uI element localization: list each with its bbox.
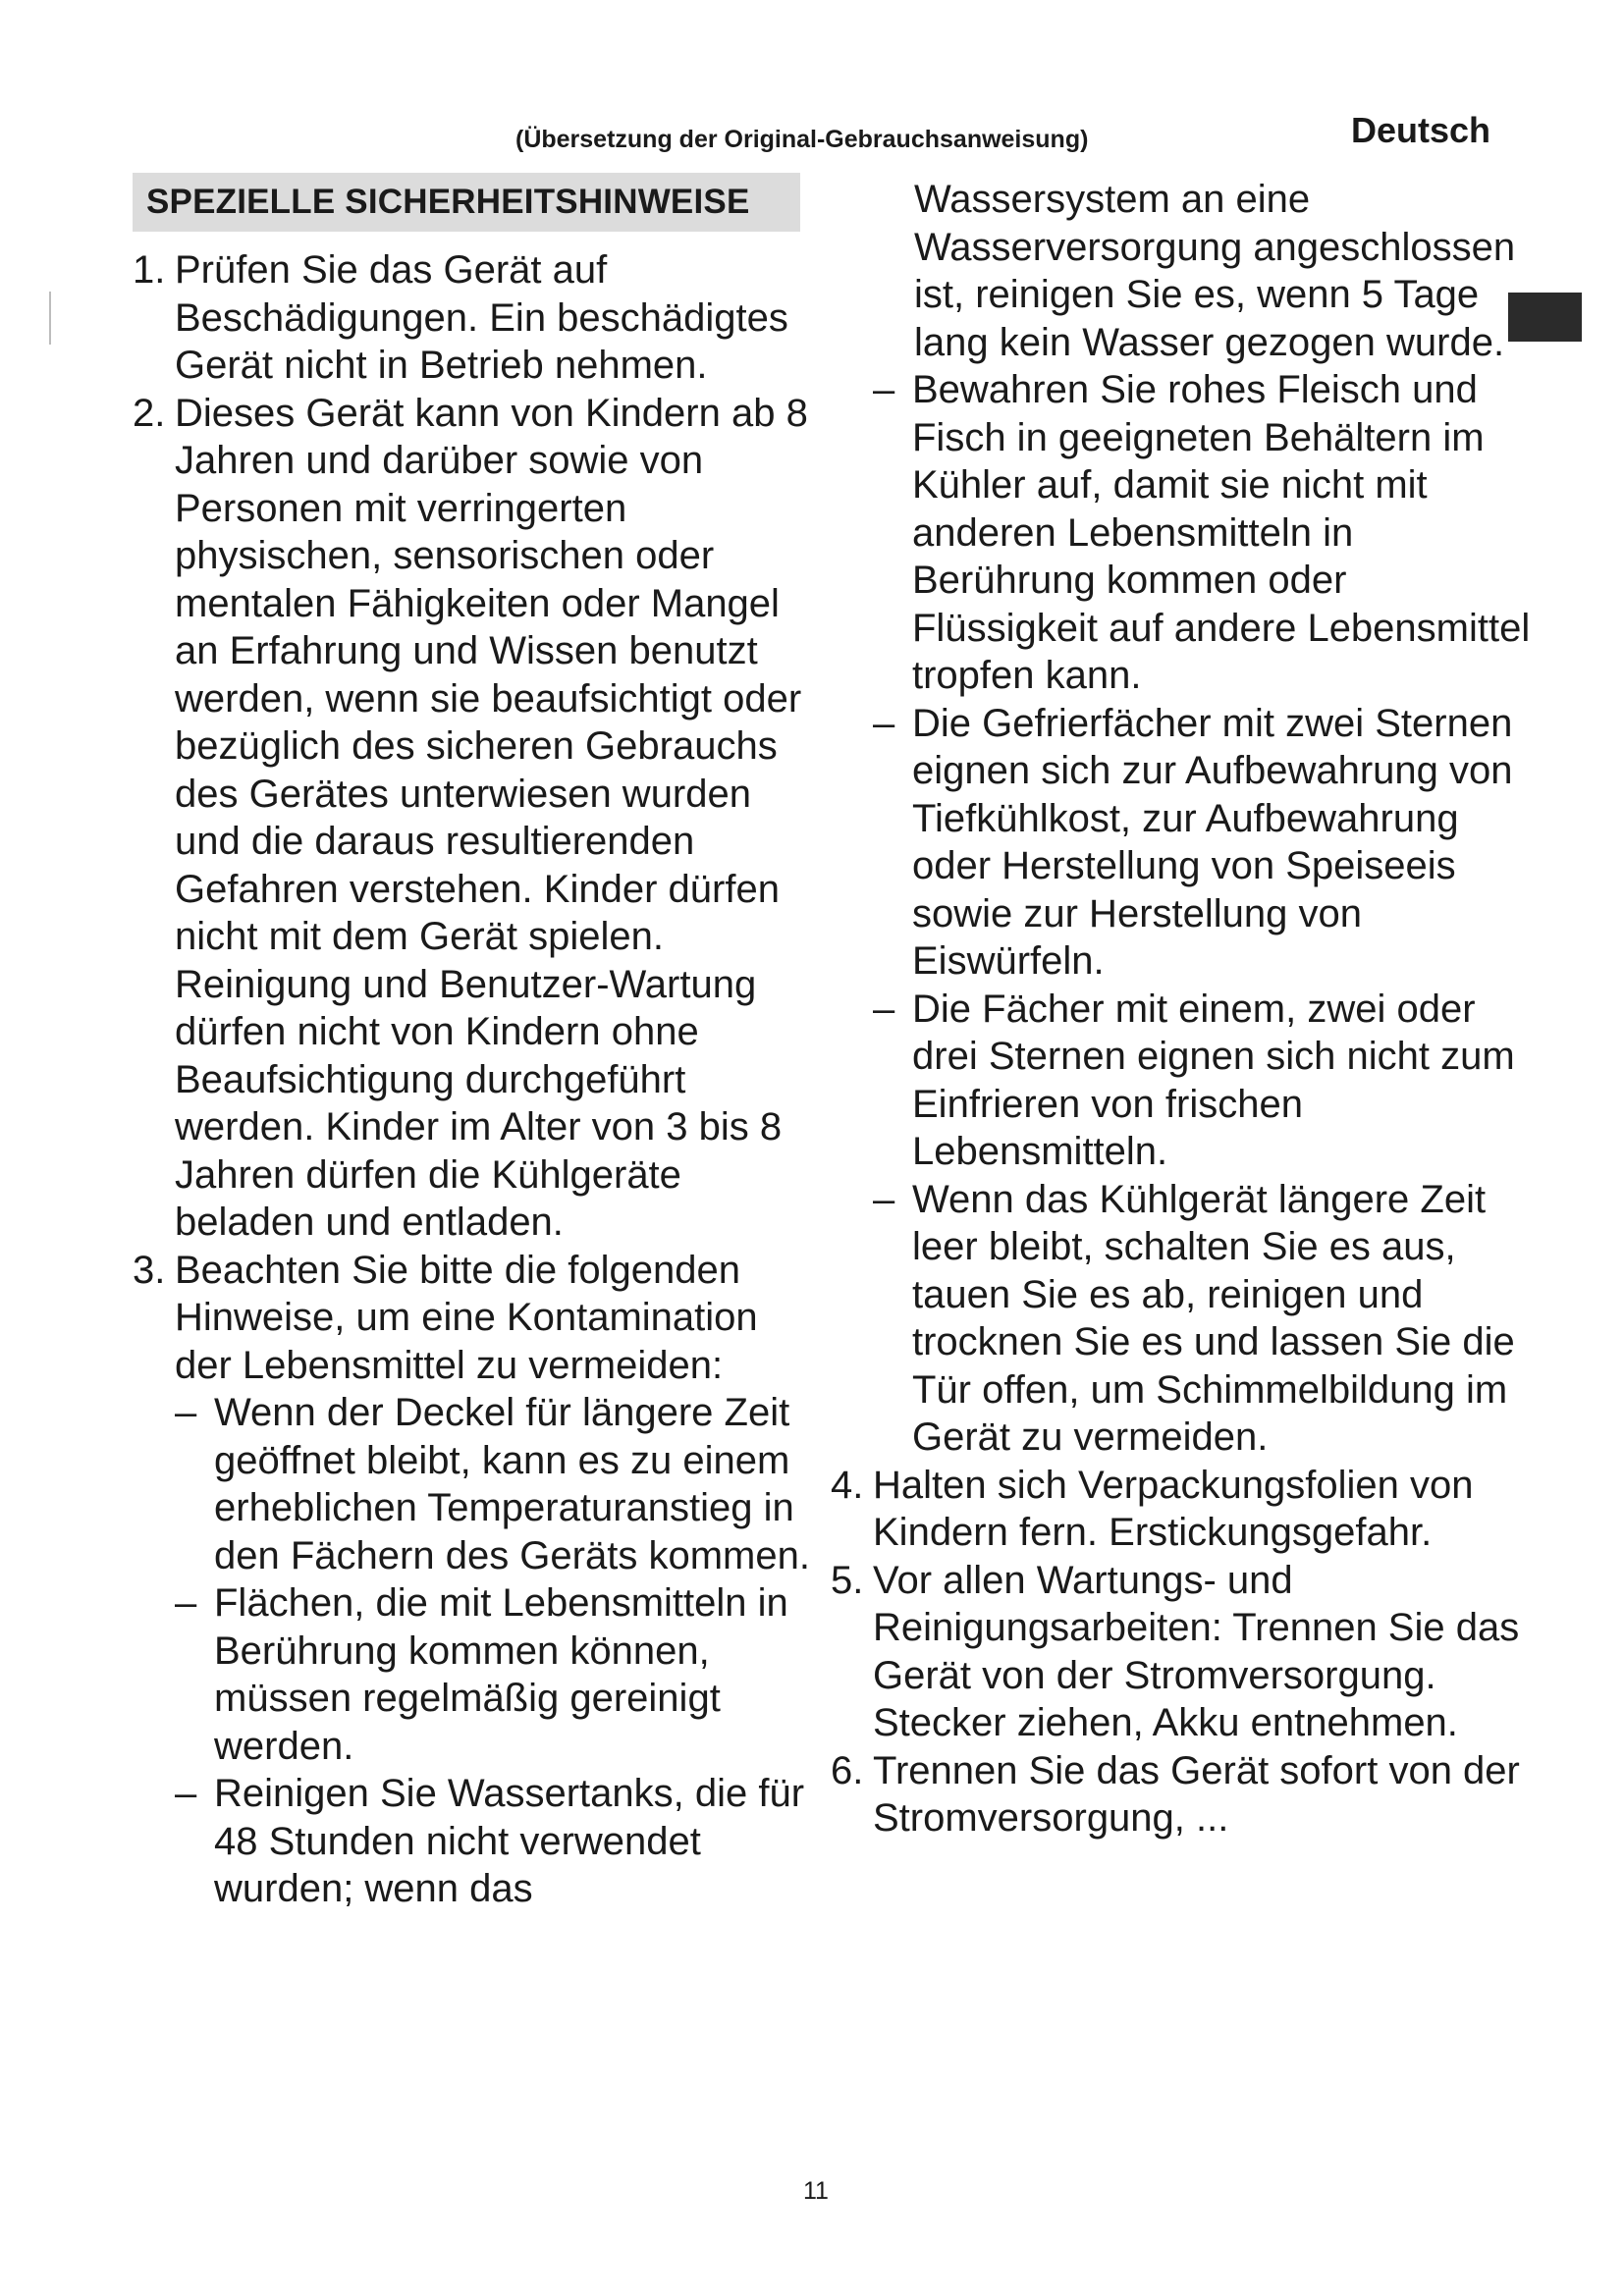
sub-item-text: Die Gefrierfächer mit zwei Sternen eignen sich zur Aufbewahrung von Tiefkühlkost, zur Aufbewahrung oder Herstellung von Speiseeis sowie zur Herstellung von Eiswürfeln. (912, 701, 1513, 983)
list-item-text: Halten sich Verpackungsfolien von Kindern fern. Erstickungsgefahr. (873, 1463, 1474, 1554)
list-item-5 (831, 1557, 1538, 1747)
sub-item-lid-open (175, 1389, 820, 1579)
list-marker: 3. (133, 1248, 166, 1292)
list-item-text: Prüfen Sie das Gerät auf Beschädigungen. Ein beschädigtes Gerät nicht in Betrieb nehmen. (175, 248, 788, 387)
sub-item-raw-meat (873, 366, 1538, 700)
list-marker: 6. (831, 1748, 864, 1792)
sub-item-text: Bewahren Sie rohes Fleisch und Fisch in geeigneten Behältern im Kühler auf, damit sie nicht mit anderen Lebensmitteln in Berührung kommen oder Flüssigkeit auf andere Lebensmittel tropfen kann. (912, 368, 1531, 697)
sub-item-water-tanks-continued: Wassersystem an eine Wasserversorgung angeschlossen ist, reinigen Sie es, wenn 5 Tage lang kein Wasser gezogen wurde. (914, 178, 1516, 364)
sub-item-text: Die Fächer mit einem, zwei oder drei Sternen eignen sich nicht zum Einfrieren von frischen Lebensmitteln. (912, 987, 1515, 1173)
list-marker: 4. (831, 1463, 864, 1507)
list-marker: 2. (133, 391, 166, 435)
page-number: 11 (803, 2177, 829, 2205)
list-item-3 (133, 1247, 820, 1390)
sub-item-text: Flächen, die mit Lebensmitteln in Berührung kommen können, müssen regelmäßig gereinigt werden. (214, 1581, 788, 1768)
list-item-4 (831, 1462, 1538, 1557)
list-item-text: Trennen Sie das Gerät sofort von der Stromversorgung, ... (873, 1748, 1520, 1840)
dash-marker: – (873, 987, 895, 1031)
sub-item-water-tanks (175, 1770, 820, 1913)
sub-item-two-star (873, 700, 1538, 986)
list-marker: 1. (133, 248, 166, 292)
dash-marker: – (175, 1391, 197, 1434)
list-item-1 (133, 246, 820, 390)
list-marker: 5. (831, 1558, 864, 1602)
sub-item-surfaces (175, 1579, 820, 1770)
left-column (133, 246, 820, 1913)
sub-item-text: Wenn das Kühlgerät längere Zeit leer bleibt, schalten Sie es aus, tauen Sie es ab, reinigen und trocknen Sie es und lassen Sie die Tür offen, um Schimmelbildung im Gerät zu vermeiden. (912, 1177, 1515, 1459)
sub-item-star-compartments (873, 986, 1538, 1176)
right-column (831, 176, 1538, 1842)
list-item-text: Vor allen Wartungs- und Reinigungsarbeiten: Trennen Sie das Gerät von der Stromversorgung. Stecker ziehen, Akku entnehmen. (873, 1558, 1520, 1744)
language-label: Deutsch (1351, 110, 1491, 150)
sub-item-text: Wenn der Deckel für längere Zeit geöffnet bleibt, kann es zu einem erheblichen Temperaturanstieg in den Fächern des Geräts kommen. (214, 1391, 810, 1577)
dash-marker: – (175, 1772, 197, 1815)
dash-marker: – (873, 701, 895, 745)
list-item-2 (133, 390, 820, 1247)
translation-note: (Übersetzung der Original-Gebrauchsanweisung) (515, 126, 1089, 153)
sub-item-text: Reinigen Sie Wassertanks, die für 48 Stunden nicht verwendet wurden; wenn das (214, 1772, 805, 1910)
dash-marker: – (175, 1581, 197, 1625)
sub-item-empty-unit (873, 1176, 1538, 1462)
list-item-text: Dieses Gerät kann von Kindern ab 8 Jahren und darüber sowie von Personen mit verringerten physischen, sensorischen oder mentalen Fähigkeiten oder Mangel an Erfahrung und Wissen benutzt werden, wenn sie beaufsichtigt oder bezüglich des sicheren Gebrauchs des Gerätes unterwiesen wurden und die daraus resultierenden Gefahren verstehen. Kinder dürfen nicht mit dem Gerät spielen. Reinigung und Benutzer-Wartung dürfen nicht von Kindern ohne Beaufsichtigung durchgeführt werden. Kinder im Alter von 3 bis 8 Jahren dürfen die Kühlgeräte beladen und entladen. (175, 391, 808, 1244)
margin-mark (49, 292, 51, 345)
dash-marker: – (873, 368, 895, 411)
dash-marker: – (873, 1177, 895, 1221)
list-item-text: Beachten Sie bitte die folgenden Hinweise, um eine Kontamination der Lebensmittel zu vermeiden: (175, 1248, 758, 1387)
section-heading: SPEZIELLE SICHERHEITSHINWEISE (133, 173, 800, 232)
list-item-6 (831, 1747, 1538, 1842)
